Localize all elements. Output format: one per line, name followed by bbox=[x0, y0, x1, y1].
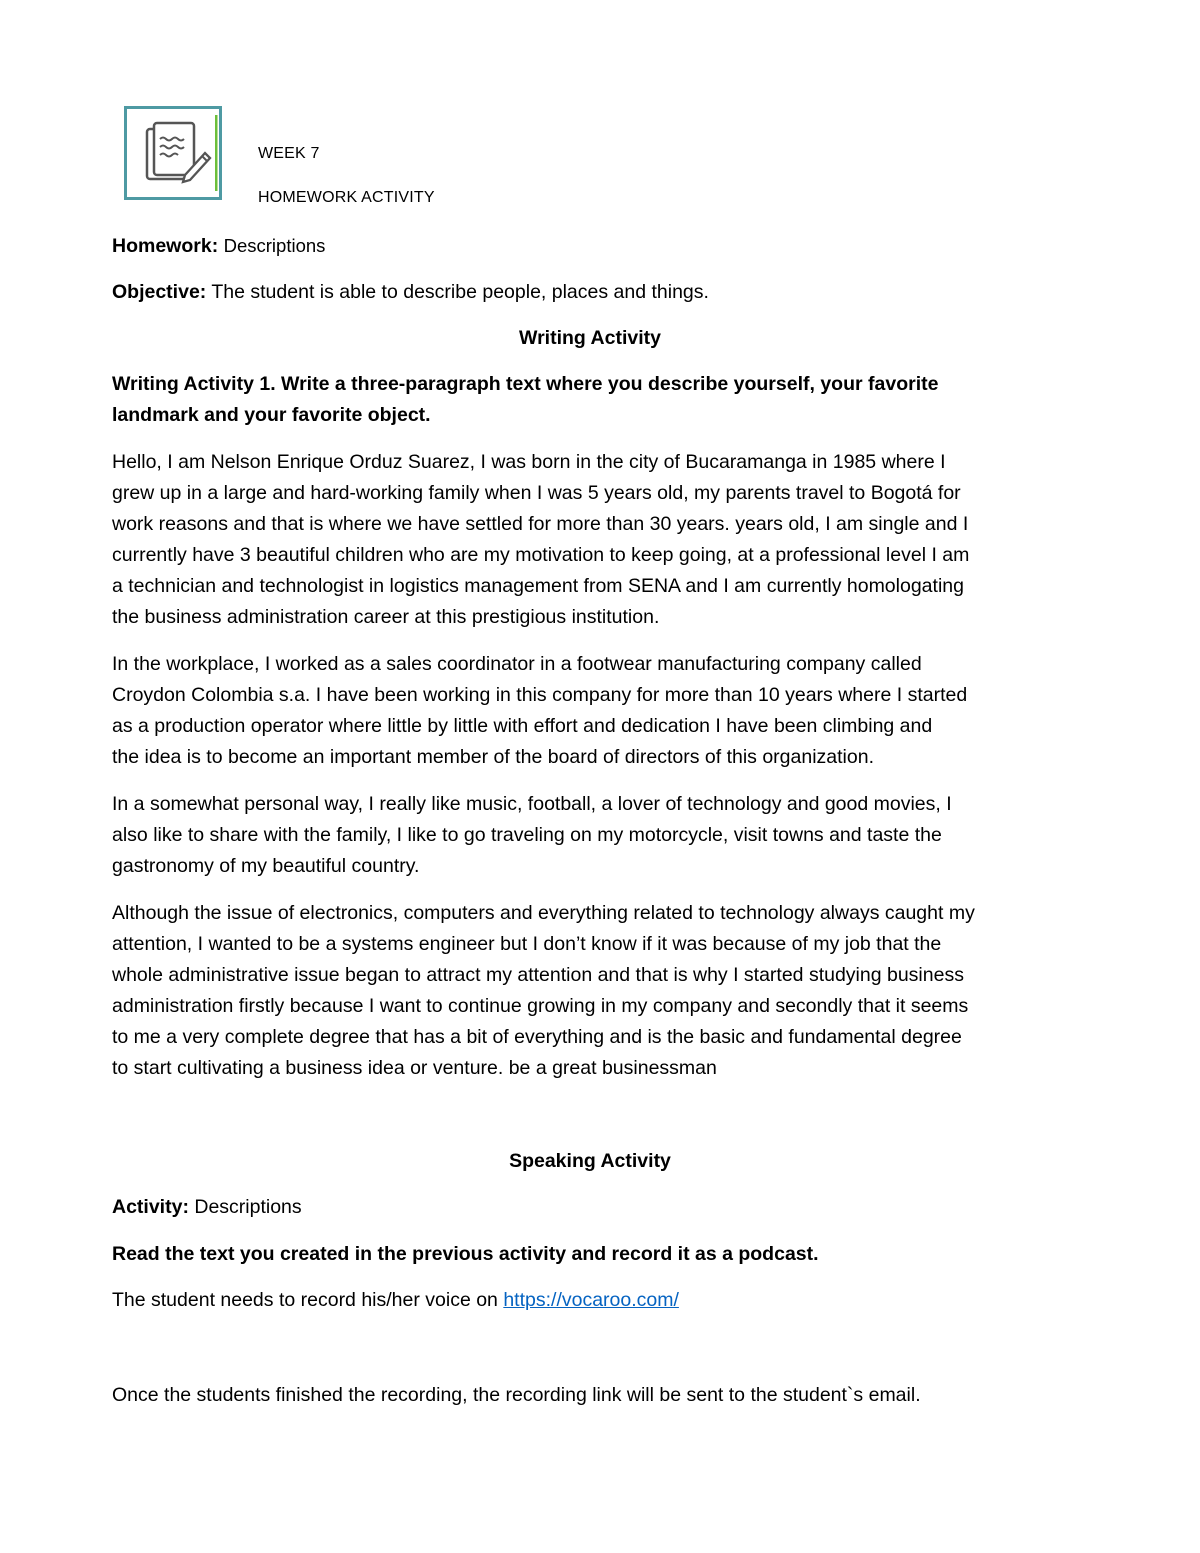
paragraph-line: the idea is to become an important member of the board of directors of this organization. bbox=[112, 746, 874, 768]
homework-document-pencil-icon bbox=[124, 106, 222, 200]
paragraph-line: work reasons and that is where we have settled for more than 30 years. years old, I am single and I bbox=[112, 513, 969, 535]
record-row bbox=[112, 1285, 1072, 1316]
closing-text: Once the students finished the recording, the recording link will be sent to the student`s email. bbox=[112, 1384, 921, 1406]
objective-row bbox=[112, 277, 1072, 308]
speaking-activity-label: Activity: bbox=[112, 1196, 189, 1218]
paragraph-line: Although the issue of electronics, computers and everything related to technology always caught my bbox=[112, 902, 975, 924]
speaking-activity-title: Speaking Activity bbox=[509, 1150, 671, 1172]
speaking-instruction: Read the text you created in the previous activity and record it as a podcast. bbox=[112, 1243, 819, 1265]
paragraph-line: administration firstly because I want to continue growing in my company and secondly that it seems bbox=[112, 995, 969, 1017]
week-label: WEEK 7 bbox=[258, 145, 320, 162]
paragraph-line: In the workplace, I worked as a sales coordinator in a footwear manufacturing company called bbox=[112, 653, 922, 675]
paragraph-4 bbox=[112, 898, 1072, 1084]
objective-value: The student is able to describe people, places and things. bbox=[211, 281, 709, 303]
paragraph-line: gastronomy of my beautiful country. bbox=[112, 855, 420, 877]
paragraph-line: also like to share with the family, I like to go traveling on my motorcycle, visit towns and taste the bbox=[112, 824, 942, 846]
paragraph-line: as a production operator where little by little with effort and dedication I have been climbing and bbox=[112, 715, 933, 737]
activity-type-label: HOMEWORK ACTIVITY bbox=[258, 189, 435, 206]
paragraph-line: Hello, I am Nelson Enrique Orduz Suarez, I was born in the city of Bucaramanga in 1985 where I bbox=[112, 451, 946, 473]
paragraph-1 bbox=[112, 447, 1072, 633]
writing-prompt-line: landmark and your favorite object. bbox=[112, 404, 431, 426]
paragraph-2 bbox=[112, 649, 1072, 773]
paragraph-line: attention, I wanted to be a systems engineer but I don’t know if it was because of my job that the bbox=[112, 933, 942, 955]
objective-label: Objective: bbox=[112, 281, 207, 303]
record-text: The student needs to record his/her voice on bbox=[112, 1289, 498, 1311]
speaking-activity-row bbox=[112, 1192, 1072, 1223]
paragraph-line: the business administration career at this prestigious institution. bbox=[112, 606, 660, 628]
paragraph-line: currently have 3 beautiful children who are my motivation to keep going, at a professional level I am bbox=[112, 544, 970, 566]
paragraph-line: In a somewhat personal way, I really like music, football, a lover of technology and good movies, I bbox=[112, 793, 952, 815]
writing-activity-title: Writing Activity bbox=[519, 327, 661, 349]
vocaroo-link[interactable]: https://vocaroo.com/ bbox=[503, 1289, 679, 1311]
paragraph-line: grew up in a large and hard-working family when I was 5 years old, my parents travel to Bogotá for bbox=[112, 482, 961, 504]
paragraph-3 bbox=[112, 789, 1072, 882]
writing-prompt bbox=[112, 369, 1072, 431]
homework-row bbox=[112, 230, 1072, 262]
paragraph-line: to start cultivating a business idea or venture. be a great businessman bbox=[112, 1057, 717, 1079]
homework-value: Descriptions bbox=[223, 235, 326, 256]
paragraph-line: to me a very complete degree that has a bit of everything and is the basic and fundamental degree bbox=[112, 1026, 962, 1048]
paragraph-line: a technician and technologist in logistics management from SENA and I am currently homologating bbox=[112, 575, 964, 597]
paragraph-line: Croydon Colombia s.a. I have been working in this company for more than 10 years where I started bbox=[112, 684, 968, 706]
speaking-activity-value: Descriptions bbox=[194, 1196, 302, 1218]
homework-label: Homework: bbox=[112, 235, 219, 257]
paragraph-line: whole administrative issue began to attract my attention and that is why I started studying business bbox=[112, 964, 964, 986]
writing-prompt-line: Writing Activity 1. Write a three-paragraph text where you describe yourself, your favorite bbox=[112, 373, 939, 395]
